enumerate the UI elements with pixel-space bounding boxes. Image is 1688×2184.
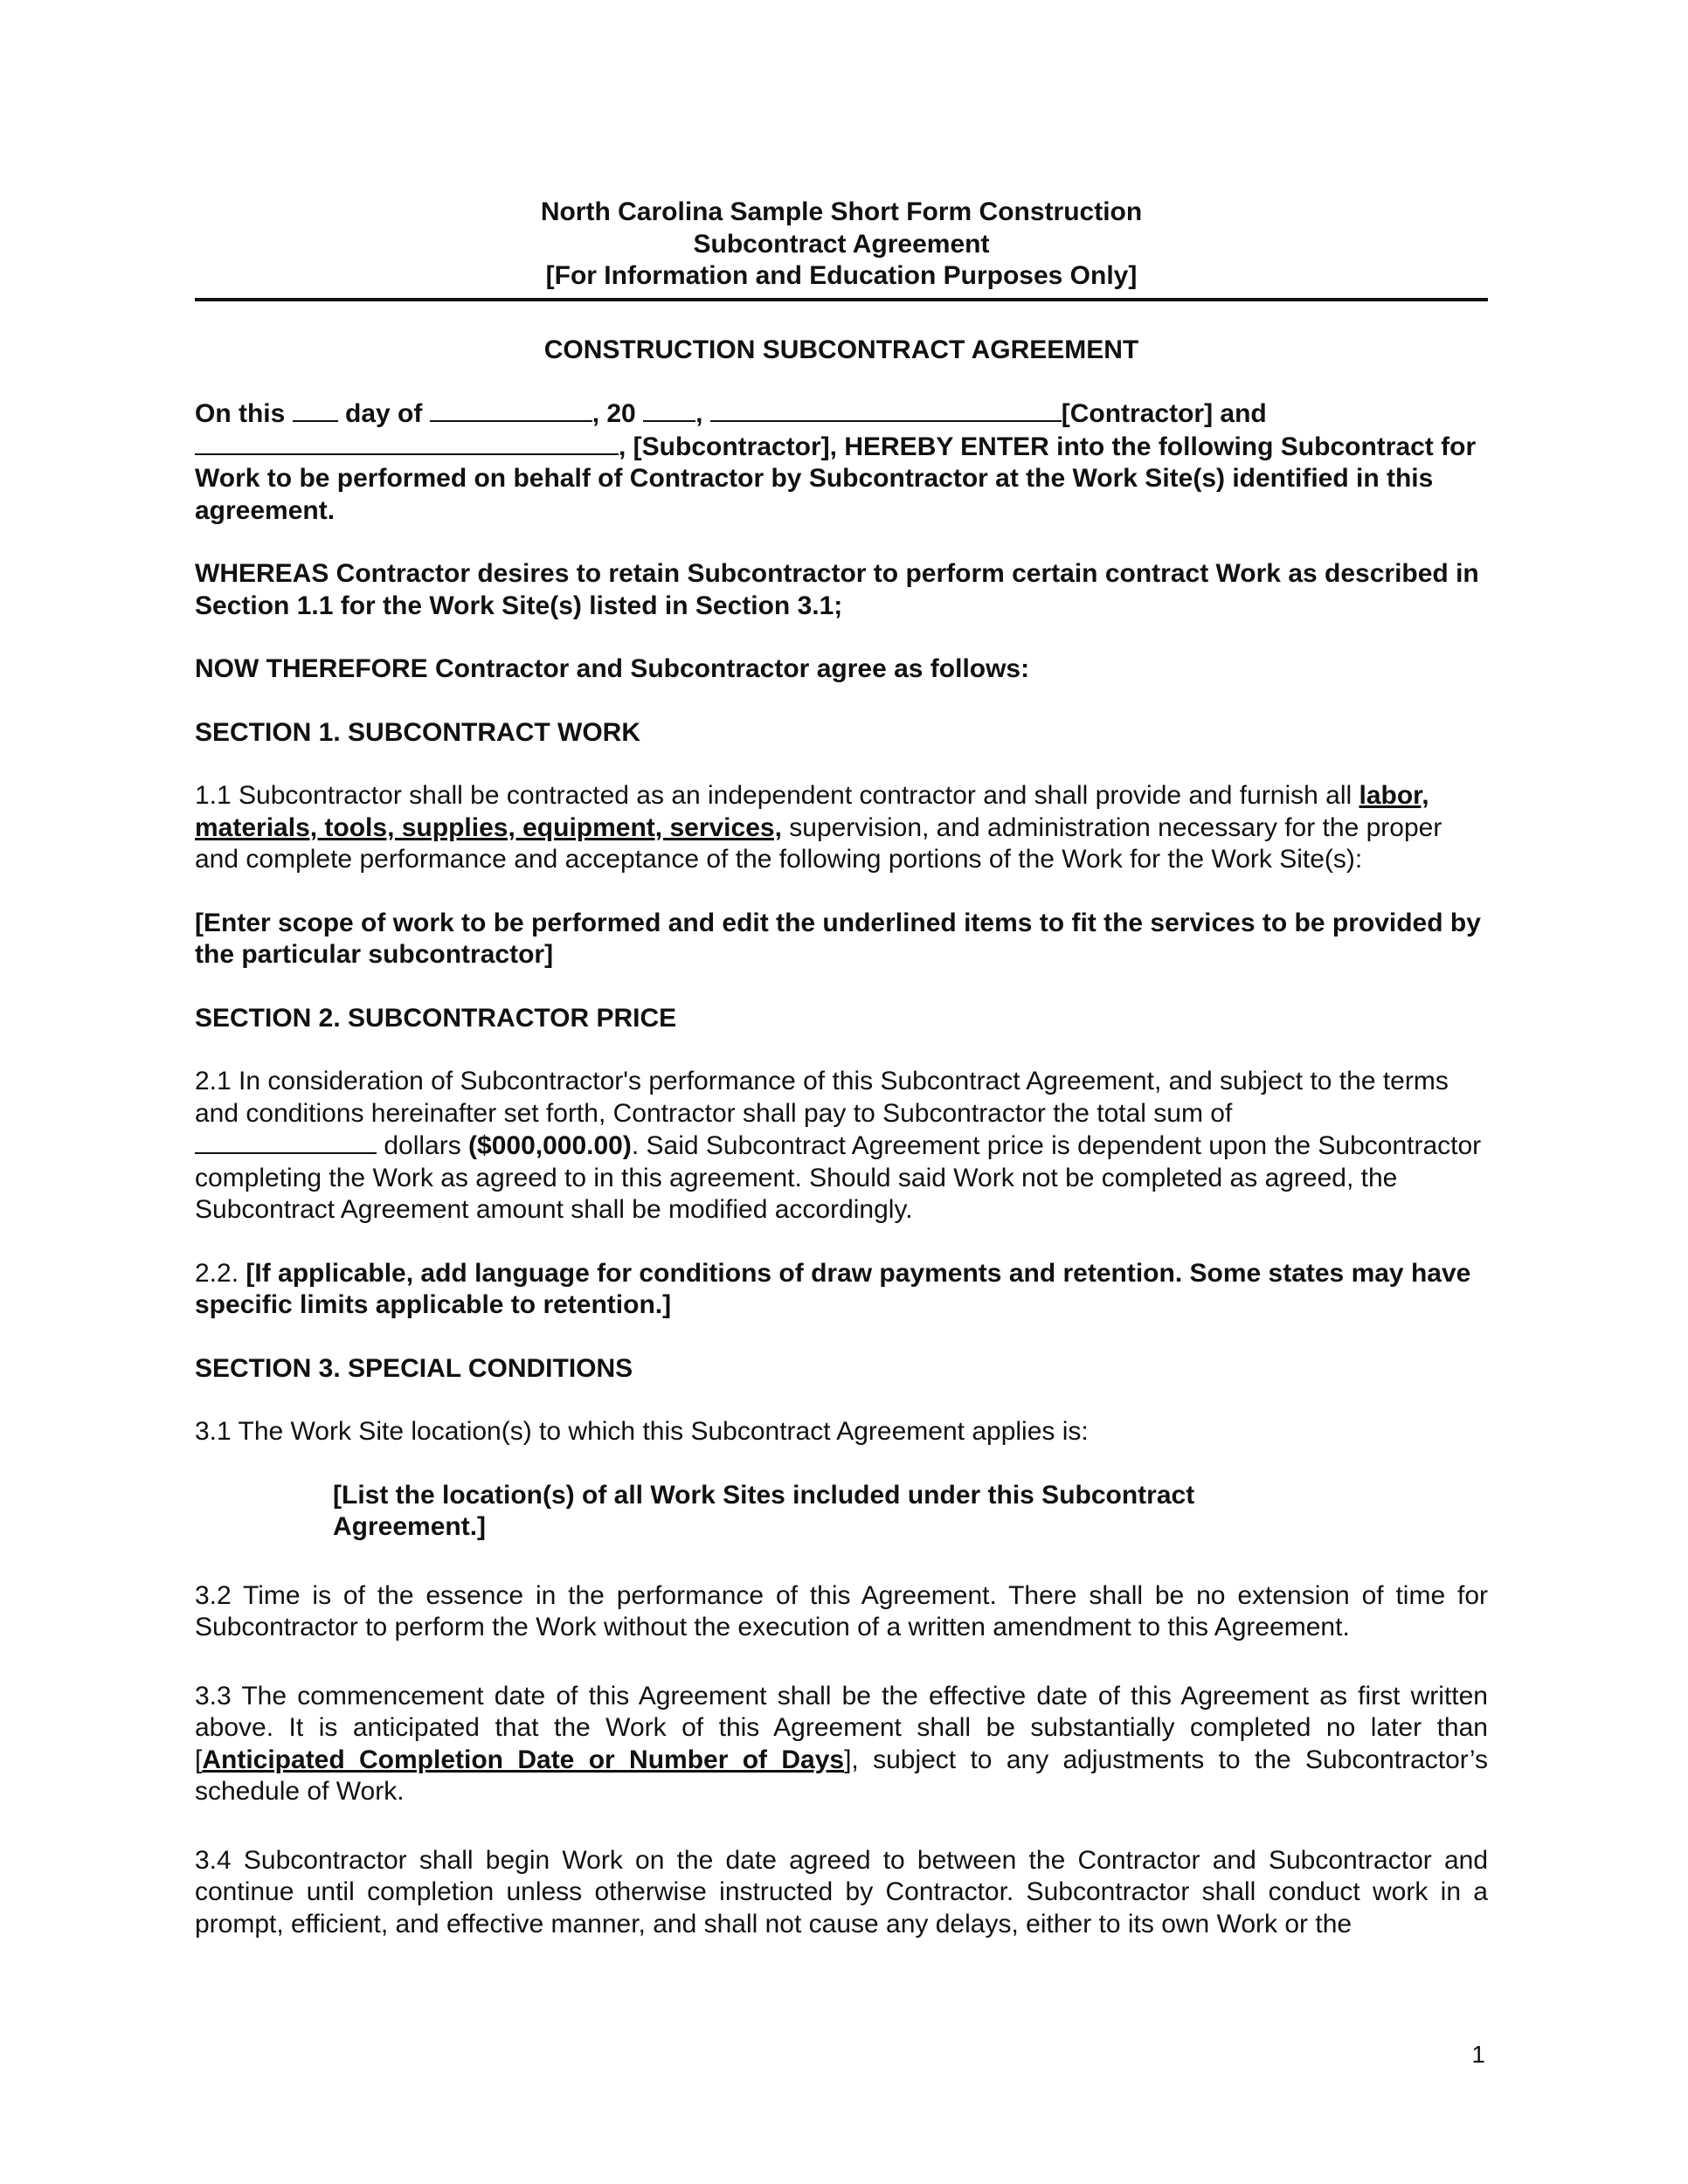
header-line-3: [For Information and Education Purposes Only]: [545, 261, 1138, 290]
amount-figure: ($000,000.00): [468, 1131, 632, 1160]
clause-text: 1.1 Subcontractor shall be contracted as an independent contractor and shall provide and furnish all: [195, 781, 1359, 810]
intro-text: ,: [695, 399, 710, 428]
header-line-1: North Carolina Sample Short Form Construction: [540, 197, 1143, 226]
intro-text: day of: [337, 399, 430, 428]
work-site-list-instruction: [List the location(s) of all Work Sites included under this Subcontract Agreement.]: [333, 1480, 1195, 1541]
intro-text: , 20: [591, 399, 644, 428]
subcontractor-name-blank: [195, 431, 619, 455]
document-title: CONSTRUCTION SUBCONTRACT AGREEMENT: [543, 335, 1139, 364]
clause-text: 3.3 The commencement date of this Agreement shall be the effective date of this Agreement as first written above. It is anticipated that the Work of this Agreement shall be substantially completed no later than [: [195, 1681, 1488, 1774]
clause-3-2: 3.2 Time is of the essence in the performance of this Agreement. There shall be no extension of time for Subcontractor to perform the Work without the execution of a written amendment to this Agreement.: [195, 1580, 1488, 1641]
clause-3-1: 3.1 The Work Site location(s) to which this Subcontract Agreement applies is:: [195, 1417, 1089, 1446]
section-2-heading: SECTION 2. SUBCONTRACTOR PRICE: [195, 1003, 677, 1033]
clause-1-1: [195, 780, 1488, 876]
amount-words-blank: [195, 1130, 377, 1154]
day-blank: [293, 397, 338, 422]
now-therefore-paragraph: NOW THEREFORE Contractor and Subcontractor agree as follows:: [195, 654, 1030, 683]
retention-instruction: [If applicable, add language for conditions of draw payments and retention. Some states may have specific limits applicable to retention.]: [195, 1258, 1471, 1319]
month-blank: [430, 397, 592, 422]
clause-3-4: 3.4 Subcontractor shall begin Work on the date agreed to between the Contractor and Subcontractor and continue until completion unless otherwise instructed by Contractor. Subcontractor shall conduct work in a prompt, efficient, and effective manner, and shall not cause any delays, either to its own Work or the: [195, 1845, 1488, 1939]
year-blank: [643, 397, 695, 422]
scope-instruction: [Enter scope of work to be performed and edit the underlined items to fit the services to be provided by the particular subcontractor]: [195, 908, 1481, 969]
section-1-heading: SECTION 1. SUBCONTRACT WORK: [195, 717, 640, 747]
clause-text: 2.1 In consideration of Subcontractor's performance of this Subcontract Agreement, and subject to the terms and conditions hereinafter set forth, Contractor shall pay to Subcontractor the total sum of: [195, 1067, 1449, 1128]
whereas-paragraph: WHEREAS Contractor desires to retain Subcontractor to perform certain contract Work as described in Section 1.1 for the Work Site(s) listed in Section 3.1;: [195, 559, 1479, 620]
page-content: [195, 197, 1488, 1940]
intro-text: [Contractor] and: [1061, 399, 1267, 428]
intro-text: On this: [195, 399, 293, 428]
clause-2-2: [195, 1258, 1488, 1322]
clause-3-3: [195, 1681, 1488, 1808]
section-3-heading: SECTION 3. SPECIAL CONDITIONS: [195, 1353, 633, 1383]
contractor-name-blank: [710, 397, 1062, 422]
intro-paragraph: [195, 397, 1488, 527]
clause-number: 2.2.: [195, 1258, 246, 1288]
underlined-items: labor, materials, tools, supplies, equipment, services,: [195, 781, 1429, 842]
clause-text: . Said Subcontract Agreement price is dependent upon the Subcontractor completing the Work as agreed to in this agreement. Should said Work not be completed as agreed, the Subcontract Agreement amount shall be modified accordingly.: [195, 1131, 1482, 1224]
header-line-2: Subcontract Agreement: [693, 229, 990, 259]
header-divider: [195, 298, 1488, 301]
clause-text: dollars: [377, 1131, 469, 1160]
document-header: [195, 197, 1488, 293]
clause-2-1: [195, 1066, 1488, 1227]
page-number: 1: [1471, 2041, 1485, 2068]
completion-date-placeholder: Anticipated Completion Date or Number of Days: [202, 1745, 845, 1774]
clause-text: ], subject to any adjustments to the Subcontractor’s schedule of Work.: [195, 1745, 1488, 1806]
clause-text: supervision, and administration necessary for the proper and complete performance and acceptance of the following portions of the Work for the Work Site(s):: [195, 812, 1442, 874]
intro-text: , [Subcontractor], HEREBY ENTER into the following Subcontract for Work to be performed on behalf of Contractor by Subcontractor at the Work Site(s) identified in this agreement.: [195, 432, 1477, 525]
